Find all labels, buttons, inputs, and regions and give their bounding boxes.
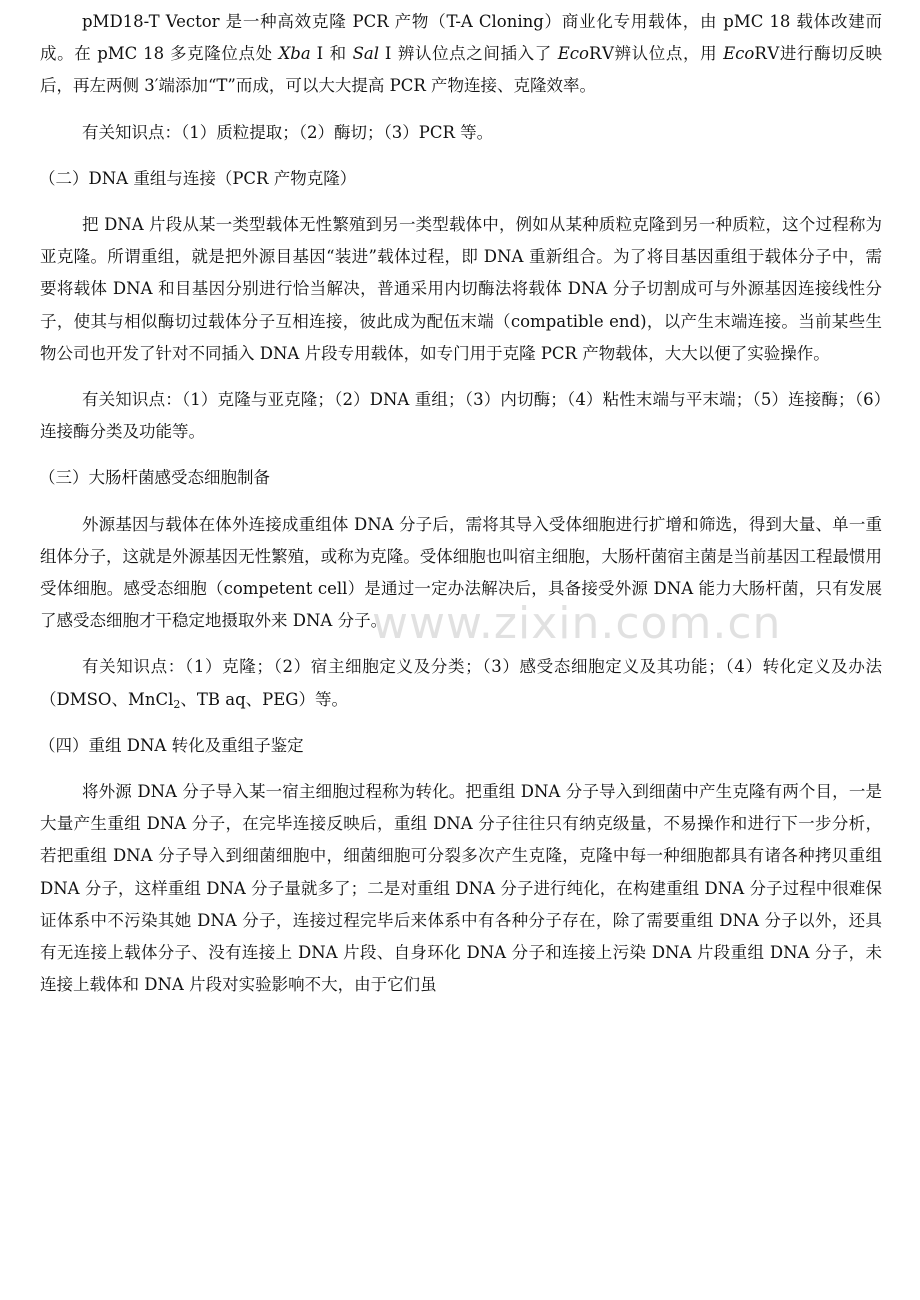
paragraph-transformation: 将外源 DNA 分子导入某一宿主细胞过程称为转化。把重组 DNA 分子导入到细菌中产生克隆有两个目，一是大量产生重组 DNA 分子，在完毕连接反映后，重组 DNA 分子往往只有纳克级量，不易操作和进行下一步分析，若把重组 DNA 分子导入到细菌细胞中，细菌细胞可分裂多次产生克隆，克隆中每一种细胞都具有诸各种拷贝重组 DNA 分子，这样重组 DNA 分子量就多了；二是对重组 DNA 分子进行纯化，在构建重组 DNA 分子过程中很难保证体系中不污染其她 DNA 分子，连接过程完毕后来体系中有各种分子存在，除了需要重组 DNA 分子以外，还具有无连接上载体分子、没有连接上 DNA 片段、自身环化 DNA 分子和连接上污染 DNA 片段重组 DNA 分子，未连接上载体和 DNA 片段对实验影响不大，由于它们虽 [40, 782, 882, 995]
knowledge-points-3: 有关知识点：（1）克隆；（2）宿主细胞定义及分类；（3）感受态细胞定义及其功能；（4）转化定义及办法（DMSO、MnCl$_2$、TB aq、PEG）等。 [40, 657, 882, 711]
eco-italic-2: Eco [723, 44, 755, 64]
section-heading-3: （三）大肠杆菌感受态细胞制备 [39, 468, 270, 488]
paragraph-dna-recombination: 把 DNA 片段从某一类型载体无性繁殖到另一类型载体中，例如从某种质粒克隆到另一种质粒，这个过程称为亚克隆。所谓重组，就是把外源目基因“装进”载体过程，即 DNA 重新组合。为了将目基因重组于载体分子中，需要将载体 DNA 和目基因分别进行恰当解决，普通采用内切酶法将载体 DNA 分子切割成可与外源基因连接线性分子，使其与相似酶切过载体分子互相连接，彼此成为配伍末端（compatible end)，以产生末端连接。当前某些生物公司也开发了针对不同插入 DNA 片段专用载体，如专门用于克隆 PCR 产物载体，大大以便了实验操作。 [40, 215, 882, 363]
document-body [40, 6, 882, 1001]
xba-italic: Xba [278, 44, 311, 64]
section-heading-4: （四）重组 DNA 转化及重组子鉴定 [39, 735, 304, 755]
paragraph-competent-cells: 外源基因与载体在体外连接成重组体 DNA 分子后，需将其导入受体细胞进行扩增和筛选，得到大量、单一重组体分子，这就是外源基因无性繁殖，或称为克隆。受体细胞也叫宿主细胞，大肠杆菌宿主菌是当前基因工程最惯用受体细胞。感受态细胞（competent cell）是通过一定办法解决后，具备接受外源 DNA 能力大肠杆菌，只有发展了感受态细胞才干稳定地摄取外来 DNA 分子。 [40, 514, 882, 631]
sal-italic: Sal [352, 44, 379, 64]
knowledge-points-1: 有关知识点：（1）质粒提取；（2）酶切；（3）PCR 等。 [82, 122, 494, 142]
subscript-2: 2 [173, 697, 181, 711]
knowledge-points-2: 有关知识点：（1）克隆与亚克隆；（2）DNA 重组；（3）内切酶；（4）粘性末端与平末端；（5）连接酶；（6）连接酶分类及功能等。 [40, 390, 882, 442]
section-heading-2: （二）DNA 重组与连接（PCR 产物克隆） [39, 168, 357, 188]
watermark: www.zixin.com.cn [372, 598, 782, 649]
eco-italic-1: Eco [557, 44, 589, 64]
paragraph-pmd18-intro: pMD18-T Vector 是一种高效克隆 PCR 产物（T-A Cloning）商业化专用载体，由 pMC 18 载体改建而成。在 pMC 18 多克隆位点处 Xba Ⅰ 和 Sal Ⅰ 辨认位点之间插入了 EcoRⅤ辨认位点，用 EcoRⅤ进行酶切反映后，再左两侧 3′端添加“T”而成，可以大大提高 PCR 产物连接、克隆效率。 [40, 12, 882, 96]
